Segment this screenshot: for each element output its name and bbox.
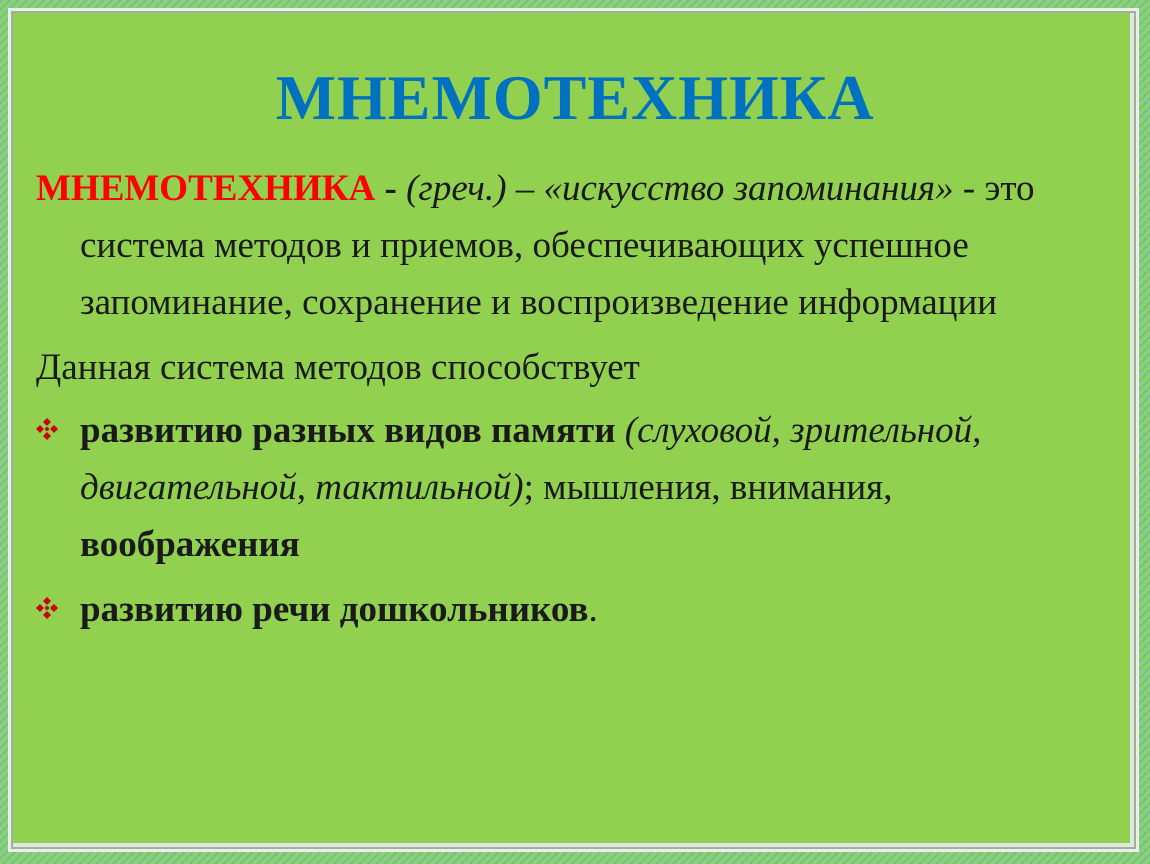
bullet-item-memory (36, 402, 1116, 573)
bullet-speech-end: . (588, 589, 598, 630)
bullet-speech-bold: развитию речи дошкольников (80, 589, 589, 630)
diamond-dots-bullet-icon (36, 594, 72, 622)
definition-etymology: (греч.) – «искусство запоминания» (406, 168, 954, 209)
diamond-dots-bullet-icon (36, 415, 72, 443)
bullet-memory-bold: развитию разных видов памяти (80, 410, 616, 451)
slide-title: МНЕМОТЕХНИКА (275, 62, 875, 133)
definition-term: МНЕМОТЕХНИКА (36, 168, 376, 209)
definition-text: - это система методов и приемов, обеспечивающих успешное запоминание, сохранение и воспроизведение информации (80, 168, 1035, 323)
bullet-memory-imagination: воображения (80, 524, 300, 565)
slide-content (36, 160, 1116, 638)
definition-paragraph (36, 160, 1116, 331)
bullet-memory-types: (слуховой, зрительной, двигательной, тактильной) (80, 410, 982, 508)
intro-paragraph: Данная система методов способствует (36, 347, 640, 388)
definition-dash: - (375, 168, 407, 209)
bullet-memory-space (616, 410, 625, 451)
bullet-item-speech (36, 581, 1116, 638)
bullet-memory-mid: ; мышления, внимания, (523, 467, 893, 508)
